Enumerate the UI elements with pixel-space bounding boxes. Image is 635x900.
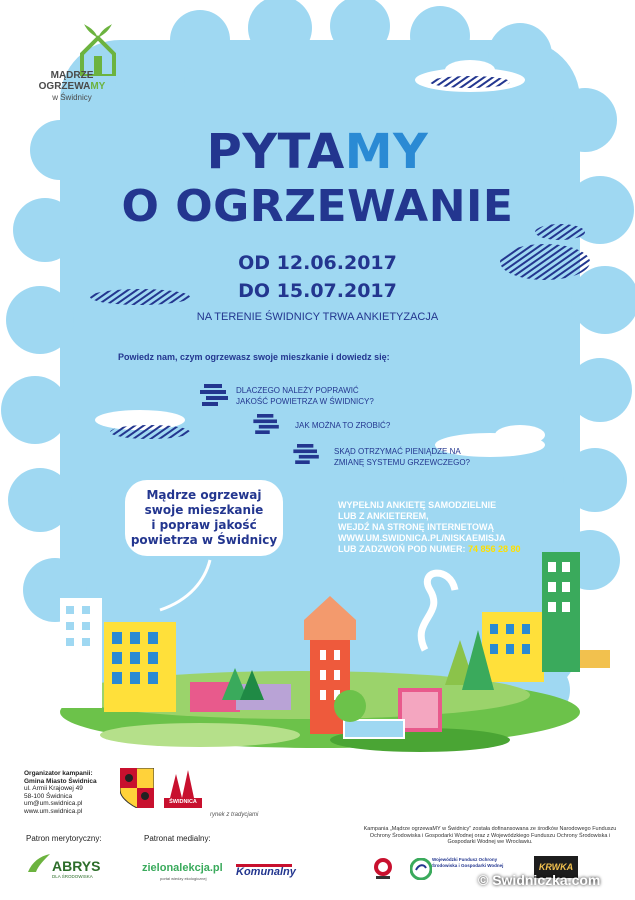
abrys-logo-sub: DLA ŚRODOWISKA	[52, 874, 93, 879]
title-part1: PYTA	[206, 124, 345, 180]
bubble-line1: Mądrze ogrzewaj	[146, 488, 262, 502]
organizer-city: 58-100 Świdnica	[24, 792, 73, 800]
logo-line1: MĄDRZE	[50, 70, 94, 81]
nfosigw-logo-icon	[372, 856, 394, 880]
cta-line2: LUB Z ANKIETEREM,	[338, 511, 429, 521]
smoke-cloud-icon	[293, 444, 321, 464]
zielonalekcja-logo: zielonalekcja.pl	[142, 862, 223, 874]
organizer-website[interactable]: www.um.swidnica.pl	[24, 807, 83, 815]
cta-line1: WYPEŁNIJ ANKIETĘ SAMODZIELNIE	[338, 500, 497, 510]
campaign-logo	[22, 70, 122, 103]
question-1	[236, 385, 374, 407]
abrys-logo-text: ABRYS	[52, 858, 101, 874]
patron-merit-label: Patron merytoryczny:	[26, 834, 102, 843]
cta-line5	[338, 544, 521, 555]
zielonalekcja-sub: portal wiedzy ekologicznej	[160, 876, 207, 881]
organizer-name: Gmina Miasto Świdnica	[24, 777, 97, 785]
organizer-label: Organizator kampanii:	[24, 770, 93, 777]
city-tagline: rynek z tradycjami	[210, 812, 259, 818]
smoke-cloud-icon	[200, 384, 230, 406]
organizer-email[interactable]: um@um.swidnica.pl	[24, 800, 83, 807]
question-3-line1: SKĄD OTRZYMAĆ PIENIĄDZE NA	[334, 447, 461, 456]
title-line1	[0, 126, 635, 178]
organizer-info	[24, 770, 97, 815]
intro-text: Powiedz nam, czym ogrzewasz swoje mieszkanie i dowiedz się:	[118, 352, 390, 362]
bubble-line4: powietrza w Świdnicy	[130, 533, 278, 547]
smoke-cloud-icon	[253, 414, 281, 434]
speech-bubble	[125, 480, 283, 556]
komunalny-logo: Komunalny	[236, 866, 296, 878]
patron-media-label: Patronat medialny:	[144, 834, 211, 843]
krwka-logo: KRWKA	[534, 856, 578, 878]
cta-phone-label: LUB ZADZWOŃ POD NUMER:	[338, 544, 466, 554]
title-part2: MY	[344, 124, 429, 180]
organizer-street: ul. Armii Krajowej 49	[24, 785, 83, 792]
question-3-line2: ZMIANĘ SYSTEMU GRZEWCZEGO?	[334, 458, 471, 467]
bubble-line3: i popraw jakość	[151, 518, 257, 532]
phone-number[interactable]: 74 856 28 80	[468, 544, 521, 554]
question-3	[334, 446, 470, 468]
house-logo-icon	[78, 24, 118, 76]
question-1-line2: JAKOŚĆ POWIETRZA W ŚWIDNICY?	[236, 397, 374, 406]
question-1-line1: DLACZEGO NALEŻY POPRAWIĆ	[236, 386, 359, 395]
bubble-line2: swoje mieszkanie	[144, 503, 264, 517]
wfosigw-logo-text: Wojewódzki Fundusz Ochrony Środowiska i Gospodarki Wodnej	[432, 857, 504, 868]
wfosigw-logo-icon	[410, 858, 432, 880]
date-from: OD 12.06.2017	[238, 252, 397, 274]
abrys-logo-icon	[26, 852, 52, 874]
logo-line2-b: MY	[90, 81, 106, 92]
question-2: JAK MOŻNA TO ZROBIĆ?	[295, 421, 391, 430]
subtitle: NA TERENIE ŚWIDNICY TRWA ANKIETYZACJA	[196, 311, 439, 323]
logo-line2-a: OGRZEWA	[38, 81, 91, 92]
cta-line3: WEJDŹ NA STRONĘ INTERNETOWĄ	[338, 522, 495, 532]
call-to-action	[338, 500, 521, 555]
date-to: DO 15.07.2017	[238, 280, 397, 302]
watermark: © Swidniczka.com	[478, 872, 601, 888]
title-line2: O OGRZEWANIE	[121, 181, 514, 232]
funding-note: Kampania „Mądrze ogrzewaMY w Świdnicy” została dofinansowana ze środków Narodowego Funduszu Ochrony Środowiska i Gospodarki Wodnej oraz z Wojewódzkiego Funduszu Ochrony Środowiska i Gospodarki Wodnej we Wrocławiu.	[363, 826, 617, 845]
coat-of-arms-icon	[120, 768, 154, 808]
logo-line3: w Świdnicy	[52, 93, 92, 102]
city-logo-text: ŚWIDNICA	[169, 799, 197, 805]
logo-line2	[22, 81, 122, 92]
survey-url-link[interactable]: WWW.UM.SWIDNICA.PL/NISKAEMISJA	[338, 533, 506, 543]
